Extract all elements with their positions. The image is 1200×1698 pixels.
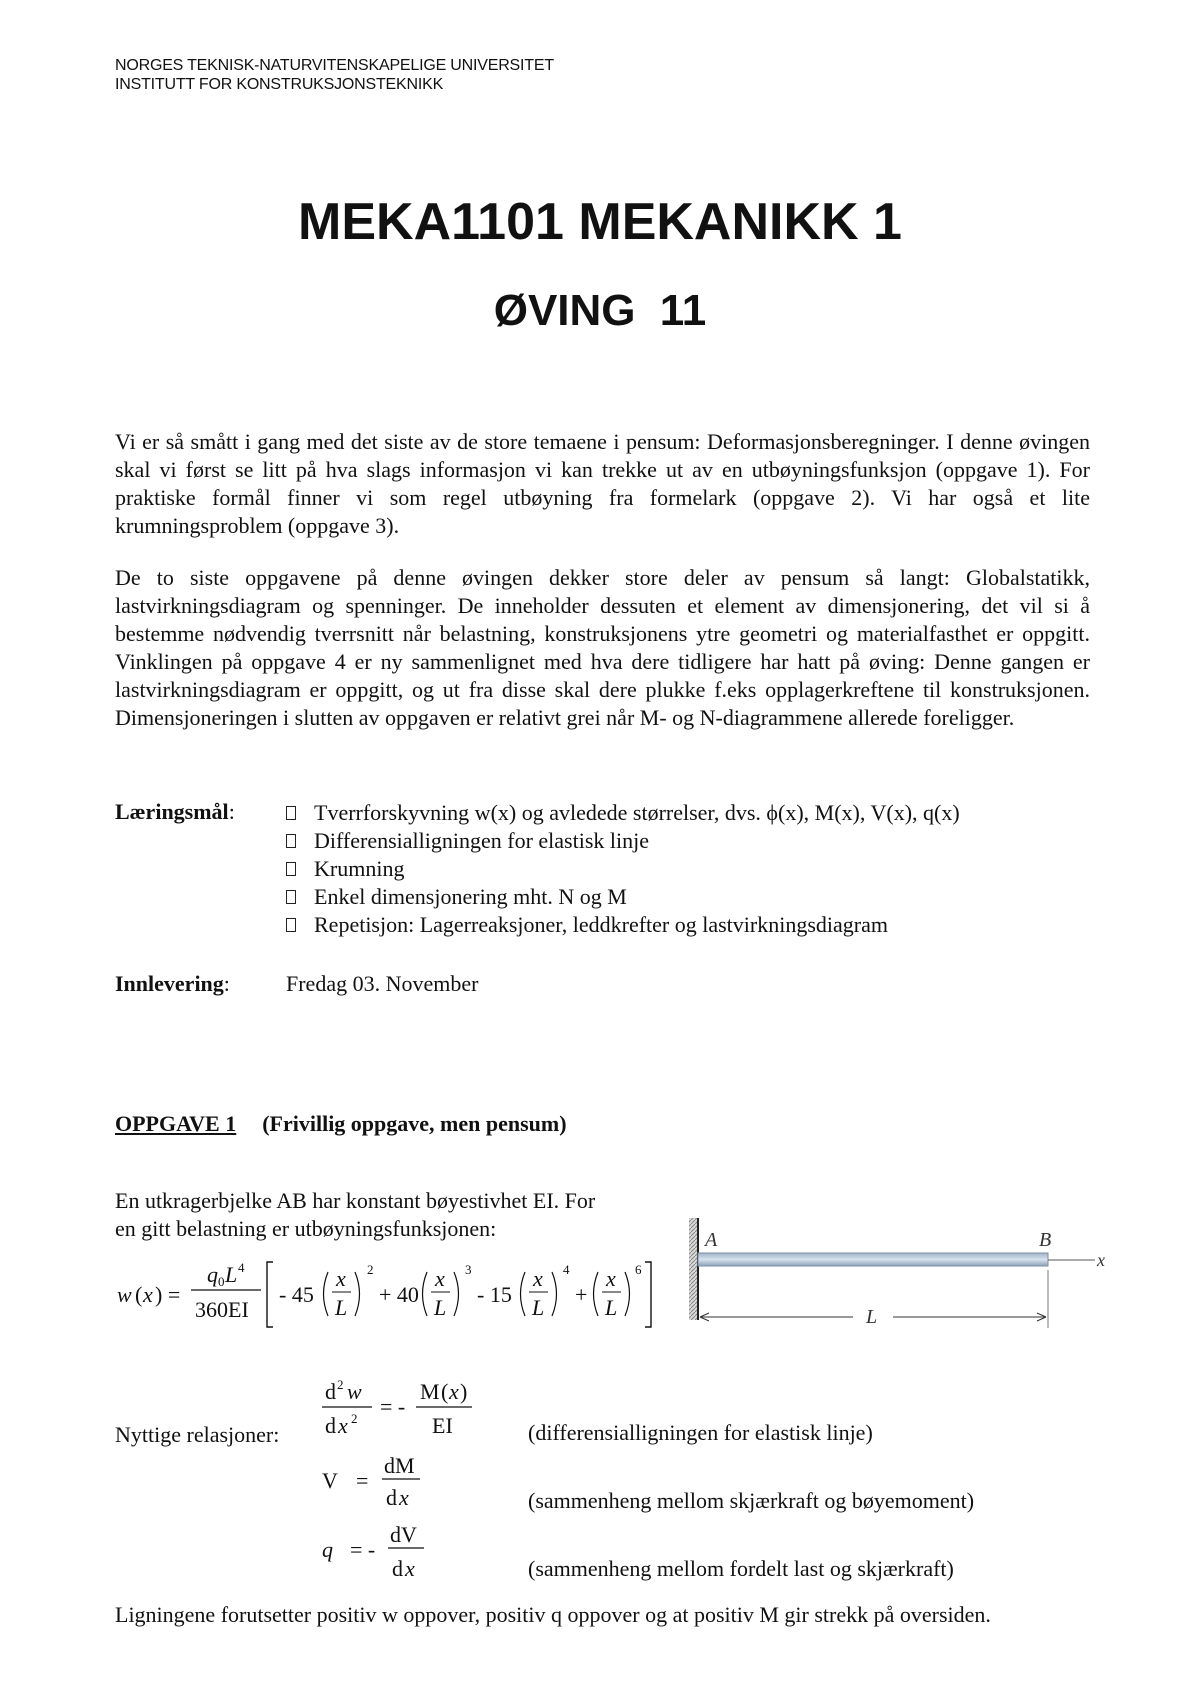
due-date: Fredag 03. November (286, 971, 479, 996)
svg-text:d: d (386, 1485, 397, 1510)
intro-paragraph: Vi er så smått i gang med det siste av de store temaene i pensum: Deformasjonsberegninger. I denne øvingen skal vi først se litt på hva slags informasjon vi kan trekke ut av en utbøyningsfunksjon (oppgave 1). For praktiske formål finner vi som regel utbøyning fra formelark (oppgave 2). Vi har også et lite krumningsproblem (oppgave 3). (115, 429, 1090, 538)
svg-text:4: 4 (238, 1260, 245, 1275)
label-b: B (1039, 1229, 1052, 1251)
due-label: Innlevering: (115, 971, 230, 996)
learning-goal-item: Repetisjon: Lagerreaksjoner, leddkrefter og lastvirkningsdiagram (286, 911, 960, 939)
course-title: MEKA1101 MEKANIKK 1 (298, 193, 902, 251)
svg-text:V: V (322, 1468, 338, 1493)
svg-text:x: x (449, 1379, 459, 1404)
svg-text:x: x (533, 1266, 543, 1291)
svg-text:= -: = - (380, 1394, 406, 1419)
svg-text:2: 2 (367, 1262, 374, 1277)
relations-label: Nyttige relasjoner: (115, 1422, 280, 1447)
task1-number: OPPGAVE 1 (115, 1111, 237, 1136)
label-a: A (705, 1229, 718, 1251)
learning-goal-item: Krumning (286, 855, 960, 883)
svg-text:= -: = - (350, 1537, 376, 1562)
label-l: L (866, 1306, 878, 1328)
svg-text:): ) (460, 1379, 468, 1404)
svg-text:4: 4 (563, 1262, 570, 1277)
relation-note: (differensialligningen for elastisk linje) (528, 1420, 873, 1445)
svg-text:360EI: 360EI (195, 1297, 249, 1322)
svg-text:d: d (325, 1413, 336, 1438)
svg-text:x: x (143, 1282, 153, 1307)
fixed-support (689, 1218, 698, 1320)
svg-text:+: + (575, 1282, 588, 1307)
svg-text:d: d (392, 1556, 403, 1581)
learning-goal-item: Tverrforskyvning w(x) og avledede størrelser, dvs. ϕ(x), M(x), V(x), q(x) (286, 799, 960, 827)
svg-text:L: L (225, 1262, 238, 1287)
bullet-icon (286, 918, 296, 932)
svg-text:- 15: - 15 (477, 1282, 512, 1307)
svg-text:x: x (405, 1556, 415, 1581)
bullet-icon (286, 834, 296, 848)
svg-text:d: d (325, 1379, 336, 1404)
bullet-icon (286, 806, 296, 820)
svg-text:0: 0 (218, 1274, 225, 1289)
svg-text:2: 2 (351, 1411, 358, 1426)
institution-header (115, 56, 554, 94)
svg-text:L: L (335, 1295, 348, 1320)
exercise-title: ØVING 11 (493, 286, 707, 335)
svg-text:x: x (399, 1485, 409, 1510)
svg-text:EI: EI (432, 1413, 453, 1438)
task1-subheading: (Frivillig oppgave, men pensum) (262, 1111, 567, 1136)
svg-text:6: 6 (635, 1262, 642, 1277)
learning-goals-label: Læringsmål: (115, 799, 235, 824)
closing-note: Ligningene forutsetter positiv w oppover, positiv q oppover og at positiv M gir strekk på oversiden. (115, 1602, 991, 1627)
svg-text:q: q (207, 1262, 218, 1287)
svg-text:w: w (347, 1379, 362, 1404)
svg-text:- 45: - 45 (279, 1282, 314, 1307)
load-shear-equation (320, 1520, 460, 1584)
svg-text:x: x (338, 1413, 348, 1438)
svg-text:+ 40: + 40 (379, 1282, 419, 1307)
svg-text:L: L (434, 1295, 447, 1320)
svg-text:2: 2 (337, 1377, 344, 1392)
department-name: INSTITUTT FOR KONSTRUKSJONSTEKNIKK (115, 76, 444, 93)
cantilever-beam-figure (683, 1212, 1113, 1352)
svg-text:(: ( (135, 1282, 143, 1307)
deflection-formula (115, 1252, 655, 1334)
task1-intro: En utkragerbjelke AB har konstant bøyestivhet EI. For en gitt belastning er utbøyningsfunksjonen: (115, 1188, 596, 1241)
svg-text:dM: dM (384, 1453, 415, 1478)
svg-text:dV: dV (390, 1522, 417, 1547)
task1-heading (115, 1111, 567, 1137)
svg-text:x: x (435, 1266, 445, 1291)
svg-text:q: q (322, 1537, 333, 1562)
svg-text:x: x (606, 1266, 616, 1291)
relation-note: (sammenheng mellom skjærkraft og bøyemoment) (528, 1488, 975, 1513)
label-x: x (1097, 1250, 1105, 1270)
learning-goal-item: Differensialligningen for elastisk linje (286, 827, 960, 855)
learning-goals-list (286, 799, 960, 939)
scope-paragraph: De to siste oppgavene på denne øvingen dekker store deler av pensum så langt: Globalstatikk, lastvirkningsdiagram og spenninger. De inneholder dessuten et element av dimensjonering, det vil si å bestemme nødvendig tverrsnitt når belastning, konstruksjonens ytre geometri og materialfasthet er oppgitt. Vinklingen på oppgave 4 er ny sammenlignet med hva dere tidligere har hatt på øving: Denne gangen er lastvirkningsdiagram er oppgitt, og ut fra disse skal dere plukke f.eks opplagerkreftene til konstruksjonen. Dimensjoneringen i slutten av oppgaven er relativt grei når M- og N-diagrammene allerede foreligger. (115, 565, 1090, 730)
svg-text:w: w (117, 1282, 132, 1307)
svg-text:(: ( (441, 1379, 449, 1404)
beam-body (698, 1253, 1048, 1266)
svg-text:M: M (420, 1379, 440, 1404)
elastic-line-equation (320, 1375, 500, 1445)
svg-text:x: x (336, 1266, 346, 1291)
shear-moment-equation (320, 1451, 460, 1513)
bullet-icon (286, 890, 296, 904)
svg-text:L: L (605, 1295, 618, 1320)
bullet-icon (286, 862, 296, 876)
learning-goal-item: Enkel dimensjonering mht. N og M (286, 883, 960, 911)
svg-text:3: 3 (465, 1262, 472, 1277)
relation-note: (sammenheng mellom fordelt last og skjærkraft) (528, 1556, 954, 1581)
svg-text:L: L (532, 1295, 545, 1320)
svg-text:=: = (356, 1468, 369, 1493)
svg-text:) =: ) = (155, 1282, 181, 1307)
university-name: NORGES TEKNISK-NATURVITENSKAPELIGE UNIVERSITET (115, 57, 554, 74)
